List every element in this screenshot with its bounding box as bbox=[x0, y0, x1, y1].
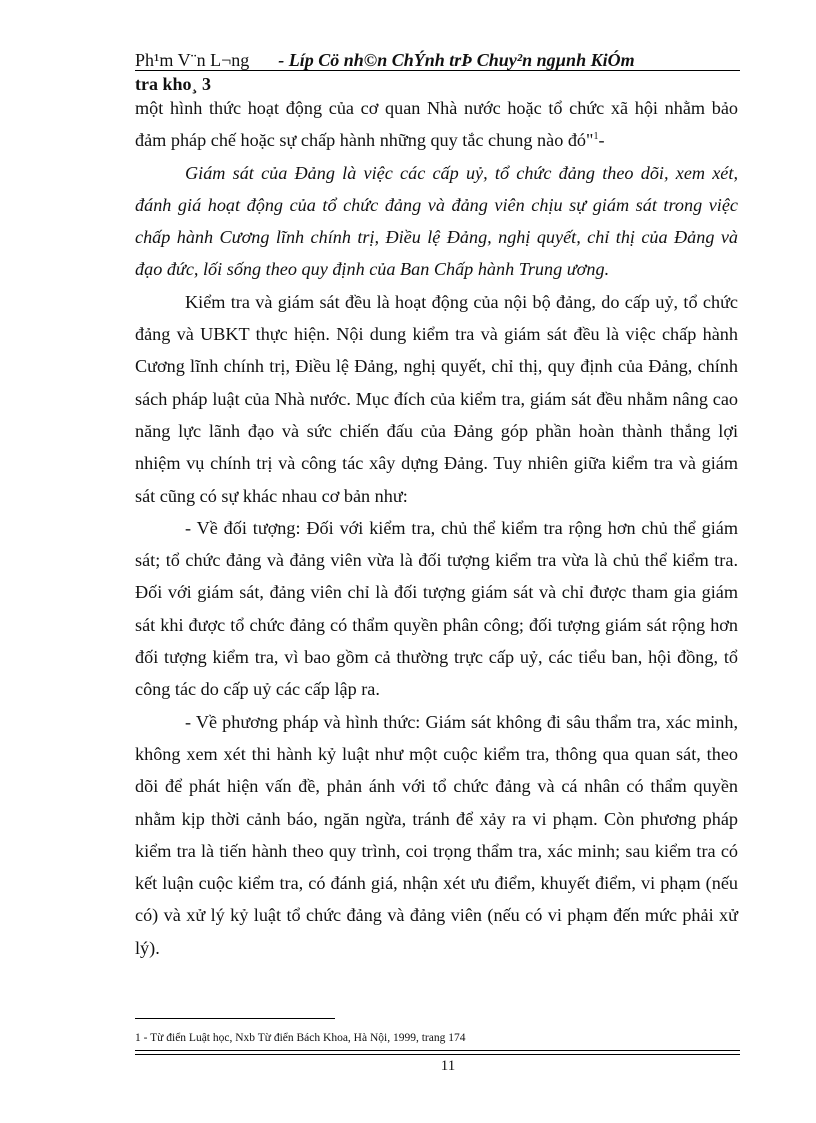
header-rule bbox=[135, 70, 740, 71]
footnote-marker: 1 bbox=[593, 131, 599, 143]
paragraph-continuation: một hình thức hoạt động của cơ quan Nhà nước hoặc tổ chức xã hội nhằm bảo đảm pháp chế hoặc sự chấp hành những quy tắc chung nào đó"$^1$- bbox=[135, 98, 738, 151]
page-number: 11 bbox=[440, 1058, 456, 1074]
page-header bbox=[135, 50, 740, 94]
paragraph-method: - Về phương pháp và hình thức: Giám sát không đi sâu thẩm tra, xác minh, không xem xét thi hành kỷ luật như một cuộc kiểm tra, thông qua quan sát, theo dõi để phát hiện vấn đề, phản ánh với tổ chức đảng và cá nhân có thẩm quyền nhằm kịp thời cảnh báo, ngăn ngừa, tránh để xảy ra vi phạm. Còn phương pháp kiểm tra là tiến hành theo quy trình, coi trọng thẩm tra, xác minh; sau kiểm tra có kết luận cuộc kiểm tra, có đánh giá, nhận xét ưu điểm, khuyết điểm, vi phạm (nếu có) và xử lý kỷ luật tổ chức đảng và đảng viên (nếu có vi phạm đến mức phải xử lý). bbox=[135, 711, 738, 958]
paragraph-comparison: Kiểm tra và giám sát đều là hoạt động của nội bộ đảng, do cấp uỷ, tổ chức đảng và UBKT thực hiện. Nội dung kiểm tra và giám sát đều là việc chấp hành Cương lĩnh chính trị, Điều lệ Đảng, nghị quyết, chỉ thị, quy định của Đảng, chính sách pháp luật của Nhà nước. Mục đích của kiểm tra, giám sát đều nhằm nâng cao năng lực lãnh đạo và sức chiến đấu của Đảng góp phần hoàn thành thắng lợi nhiệm vụ chính trị và công tác xây dựng Đảng. Tuy nhiên giữa kiểm tra và giám sát cũng có sự khác nhau cơ bản như: bbox=[135, 291, 738, 506]
document-body bbox=[135, 92, 738, 964]
header-course-continued: tra kho¸ 3 bbox=[135, 74, 211, 94]
paragraph-subject: - Về đối tượng: Đối với kiểm tra, chủ thể kiểm tra rộng hơn chủ thể giám sát; tổ chức đảng và đảng viên vừa là đối tượng kiểm tra vừa là chủ thể kiểm tra. Đối với giám sát, đảng viên chỉ là đối tượng giám sát và chỉ được tham gia giám sát khi được tổ chức đảng có thẩm quyền phân công; đối tượng giám sát rộng hơn đối tượng kiểm tra, vì bao gồm cả thường trực cấp uỷ, các tiểu ban, hội đồng, tổ công tác do cấp uỷ các cấp lập ra. bbox=[135, 517, 738, 700]
header-course: Líp Cö nh©n ChÝnh trÞ Chuy²n ngµnh KiÓm bbox=[288, 50, 635, 70]
header-separator: - bbox=[278, 50, 285, 70]
header-title-line bbox=[135, 50, 740, 70]
footnote: 1 - Từ điển Luật học, Nxb Từ điển Bách Khoa, Hà Nội, 1999, trang 174 bbox=[135, 1032, 466, 1044]
footer-rule bbox=[135, 1050, 740, 1055]
header-author: Ph¹m V¨n L¬ng bbox=[135, 50, 250, 70]
paragraph-definition-supervision: Giám sát của Đảng là việc các cấp uỷ, tổ chức đảng theo dõi, xem xét, đánh giá hoạt động của tổ chức đảng và đảng viên chịu sự giám sát trong việc chấp hành Cương lĩnh chính trị, Điều lệ Đảng, nghị quyết, chỉ thị của Đảng và đạo đức, lối sống theo quy định của Ban Chấp hành Trung ương. bbox=[135, 162, 738, 280]
footnote-separator bbox=[135, 1018, 335, 1019]
